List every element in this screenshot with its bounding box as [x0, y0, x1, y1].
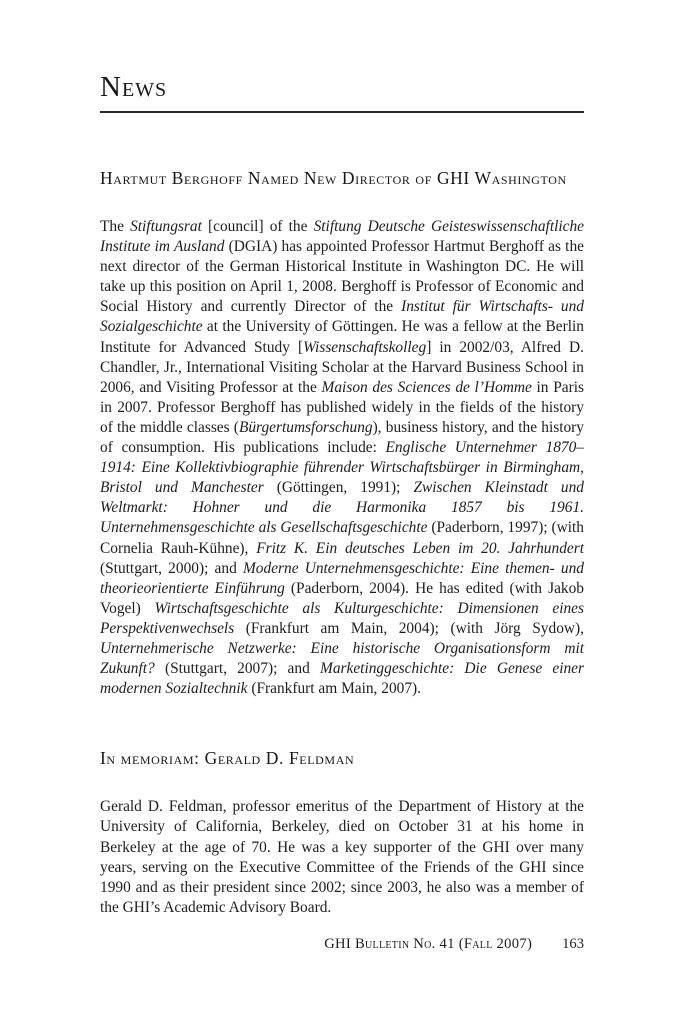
article-paragraph-feldman: Gerald D. Feldman, professor emeritus of the Department of History at the University of California, Berkeley, died on October 31 at his home in Berkeley at the age of 70. He was a key supporter of the GHI over many years, serving on the Executive Committee of the Friends of the GHI since 1990 and as their president since 2002; since 2003, he also was a member of the GHI’s Academic Advisory Board.	[100, 798, 584, 916]
journal-citation: GHI Bulletin No. 41 (Fall 2007)	[324, 936, 533, 952]
article-feldman	[100, 745, 584, 918]
article-title-berghoff: Hartmut Berghoff Named New Director of GHI Washington	[100, 167, 567, 188]
article-paragraph-berghoff: The Stiftungsrat [council] of the Stiftung Deutsche Geisteswissenschaftliche Institute im Ausland (DGIA) has appointed Professor Hartmut Berghoff as the next director of the German Historical Institute in Washington DC. He will take up this position on April 1, 2008. Berghoff is Professor of Economic and Social History and currently Director of the Institut für Wirtschafts- und Sozialgeschichte at the University of Göttingen. He was a fellow at the Berlin Institute for Advanced Study [Wissenschaftskolleg] in 2002/03, Alfred D. Chandler, Jr., International Visiting Scholar at the Harvard Business School in 2006, and Visiting Professor at the Maison des Sciences de l’Homme in Paris in 2007. Professor Berghoff has published widely in the fields of the history of the middle classes (Bürgertumsforschung), business history, and the history of consumption. His publications include: Englische Unternehmer 1870–1914: Eine Kollektivbiographie führender Wirtschaftsbürger in Birmingham, Bristol und Manchester (Göttingen, 1991); Zwischen Kleinstadt und Weltmarkt: Hohner und die Harmonika 1857 bis 1961. Unternehmensgeschichte als Gesellschaftsgeschichte (Paderborn, 1997); (with Cornelia Rauh-Kühne), Fritz K. Ein deutsches Leben im 20. Jahrhundert (Stuttgart, 2000); and Moderne Unternehmensgeschichte: Eine themen- und theorieorientierte Einführung (Paderborn, 2004). He has edited (with Jakob Vogel) Wirtschaftsgeschichte als Kulturgeschichte: Dimensionen eines Perspektivenwechsels (Frankfurt am Main, 2004); (with Jörg Sydow), Unternehmerische Netzwerke: Eine historische Organisationsform mit Zukunft? (Stuttgart, 2007); and Marketinggeschichte: Die Genese einer modernen Sozialtechnik (Frankfurt am Main, 2007).	[100, 218, 585, 698]
page-number: 163	[562, 936, 584, 952]
article-title-feldman: In memoriam: Gerald D. Feldman	[100, 748, 355, 769]
page-section-heading: News	[100, 71, 168, 103]
heading-rule	[100, 111, 584, 113]
article-berghoff	[100, 165, 584, 699]
page-footer	[100, 936, 584, 953]
